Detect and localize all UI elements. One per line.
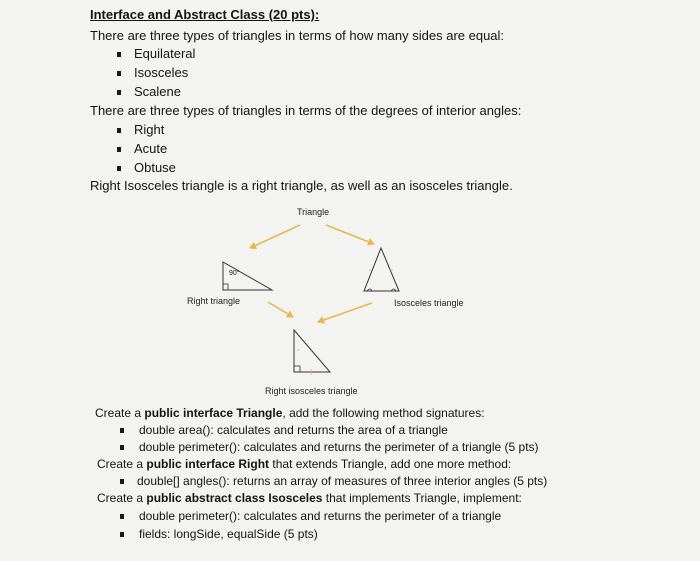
fields-list: fields: longSide, equalSide (5 pts)	[139, 527, 318, 541]
sides-intro-text: There are three types of triangles in terms of how many sides are equal:	[90, 28, 505, 43]
arrow-isosceles-triangle-to-right-isosceles	[318, 303, 372, 322]
arrow-triangle-to-isosceles-triangle	[326, 225, 374, 244]
section-heading: Interface and Abstract Class (20 pts):	[90, 7, 320, 22]
angles-intro-text: There are three types of triangles in terms of the degrees of interior angles:	[90, 103, 522, 118]
method-angles: double[] angles(): returns an array of measures of three interior angles (5 pts)	[137, 474, 548, 488]
right-isosceles-triangle-shape	[294, 330, 330, 375]
list-item-acute: Acute	[134, 141, 168, 156]
keyword-public-abstract-class-isosceles: public abstract class Isosceles	[146, 491, 323, 505]
bullet-marker	[120, 428, 124, 433]
arrow-triangle-to-right-triangle	[250, 225, 300, 248]
diagram-label-right-triangle: Right triangle	[187, 296, 241, 306]
list-item-obtuse: Obtuse	[134, 160, 176, 175]
method-perimeter: double perimeter(): calculates and returns the perimeter of a triangle (5 pts)	[139, 440, 539, 454]
bullet-marker	[120, 532, 124, 537]
isosceles-triangle-shape	[364, 248, 399, 291]
method-area: double area(): calculates and returns the area of a triangle	[139, 423, 448, 437]
right-isosceles-note: Right Isosceles triangle is a right triangle, as well as an isosceles triangle.	[90, 178, 513, 193]
diagram-label-isosceles-triangle: Isosceles triangle	[394, 298, 464, 308]
list-item-scalene: Scalene	[134, 84, 181, 99]
list-item-right: Right	[134, 122, 165, 137]
keyword-public-interface-right: public interface Right	[146, 457, 270, 471]
bullet-marker	[120, 479, 124, 484]
method-isosceles-perimeter: double perimeter(): calculates and returns the perimeter of a triangle	[139, 509, 502, 523]
keyword-public-interface-triangle: public interface Triangle	[144, 406, 283, 420]
instruction-isosceles-class: Create a public abstract class Isosceles that implements Triangle, implement:	[97, 491, 522, 505]
bullet-marker	[120, 445, 124, 450]
diagram-label-right-isosceles-triangle: Right isosceles triangle	[265, 386, 358, 396]
diagram-label-triangle: Triangle	[297, 207, 330, 217]
list-item-equilateral: Equilateral	[134, 46, 196, 61]
right-angle-mark: 90°	[229, 270, 240, 277]
list-item-isosceles: Isosceles	[134, 65, 189, 80]
arrow-right-triangle-to-right-isosceles	[268, 302, 293, 317]
bullet-marker	[120, 514, 124, 519]
instruction-triangle-interface: Create a public interface Triangle, add the following method signatures:	[95, 406, 485, 420]
instruction-right-interface: Create a public interface Right that extends Triangle, add one more method:	[97, 457, 512, 471]
